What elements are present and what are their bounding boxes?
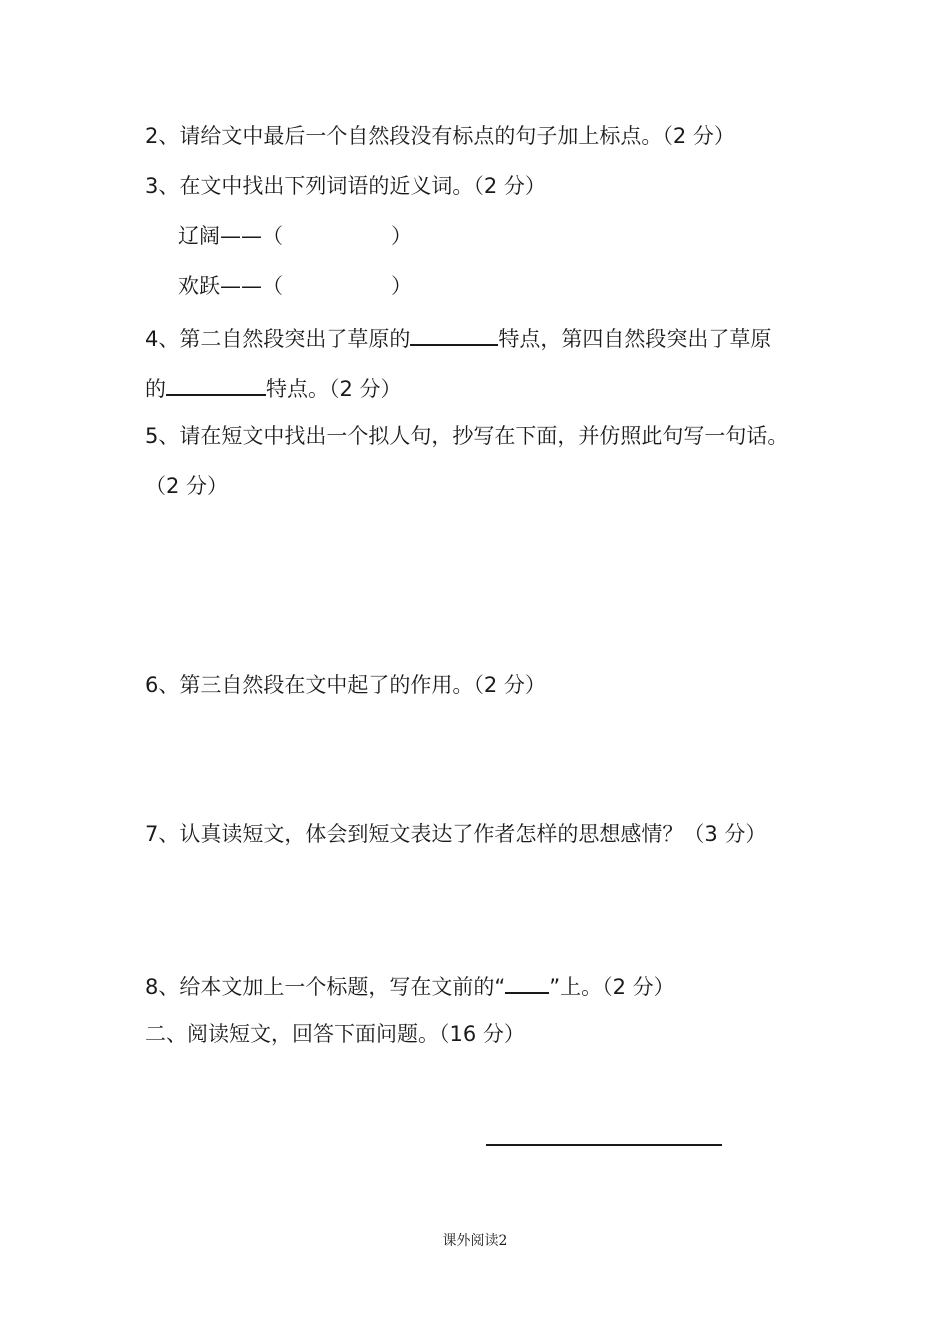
question-3-item-b <box>178 272 412 300</box>
q8-text-2: ”上。（2 分） <box>549 975 675 999</box>
question-8 <box>145 970 675 1001</box>
q4-text-2: 特点，第四自然段突出了草原 <box>498 327 772 351</box>
q3-word-a: 辽阔—— <box>178 224 262 248</box>
section-2-heading: 二、阅读短文，回答下面问题。（16 分） <box>145 1022 525 1046</box>
title-rule <box>486 1144 722 1146</box>
question-4-line-1 <box>145 322 771 353</box>
question-7: 7、认真读短文，体会到短文表达了作者怎样的思想感情？（3 分） <box>145 822 767 846</box>
q4-blank-2[interactable] <box>166 372 266 396</box>
paren-open: （ <box>262 224 283 248</box>
question-3: 3、在文中找出下列词语的近义词。（2 分） <box>145 174 546 198</box>
page-footer: 课外阅读2 <box>442 1233 508 1249</box>
q3-word-b: 欢跃—— <box>178 274 262 298</box>
paren-close: ） <box>391 274 412 298</box>
question-4-line-2 <box>145 372 402 403</box>
q4-blank-1[interactable] <box>410 322 498 346</box>
question-5-line-2: （2 分） <box>145 474 229 498</box>
paren-close: ） <box>391 224 412 248</box>
q4-text-1: 4、第二自然段突出了草原的 <box>145 327 411 351</box>
q4-text-3: 的 <box>145 377 166 401</box>
question-3-item-a <box>178 222 412 250</box>
question-6: 6、第三自然段在文中起了的作用。（2 分） <box>145 673 546 697</box>
question-5-line-1: 5、请在短文中找出一个拟人句，抄写在下面，并仿照此句写一句话。 <box>145 424 789 448</box>
q8-title-blank[interactable] <box>505 970 549 994</box>
q4-text-4: 特点。（2 分） <box>266 377 402 401</box>
question-2: 2、请给文中最后一个自然段没有标点的句子加上标点。（2 分） <box>145 124 735 148</box>
q8-text-1: 8、给本文加上一个标题，写在文前的“ <box>145 975 506 999</box>
paren-open: （ <box>262 274 283 298</box>
